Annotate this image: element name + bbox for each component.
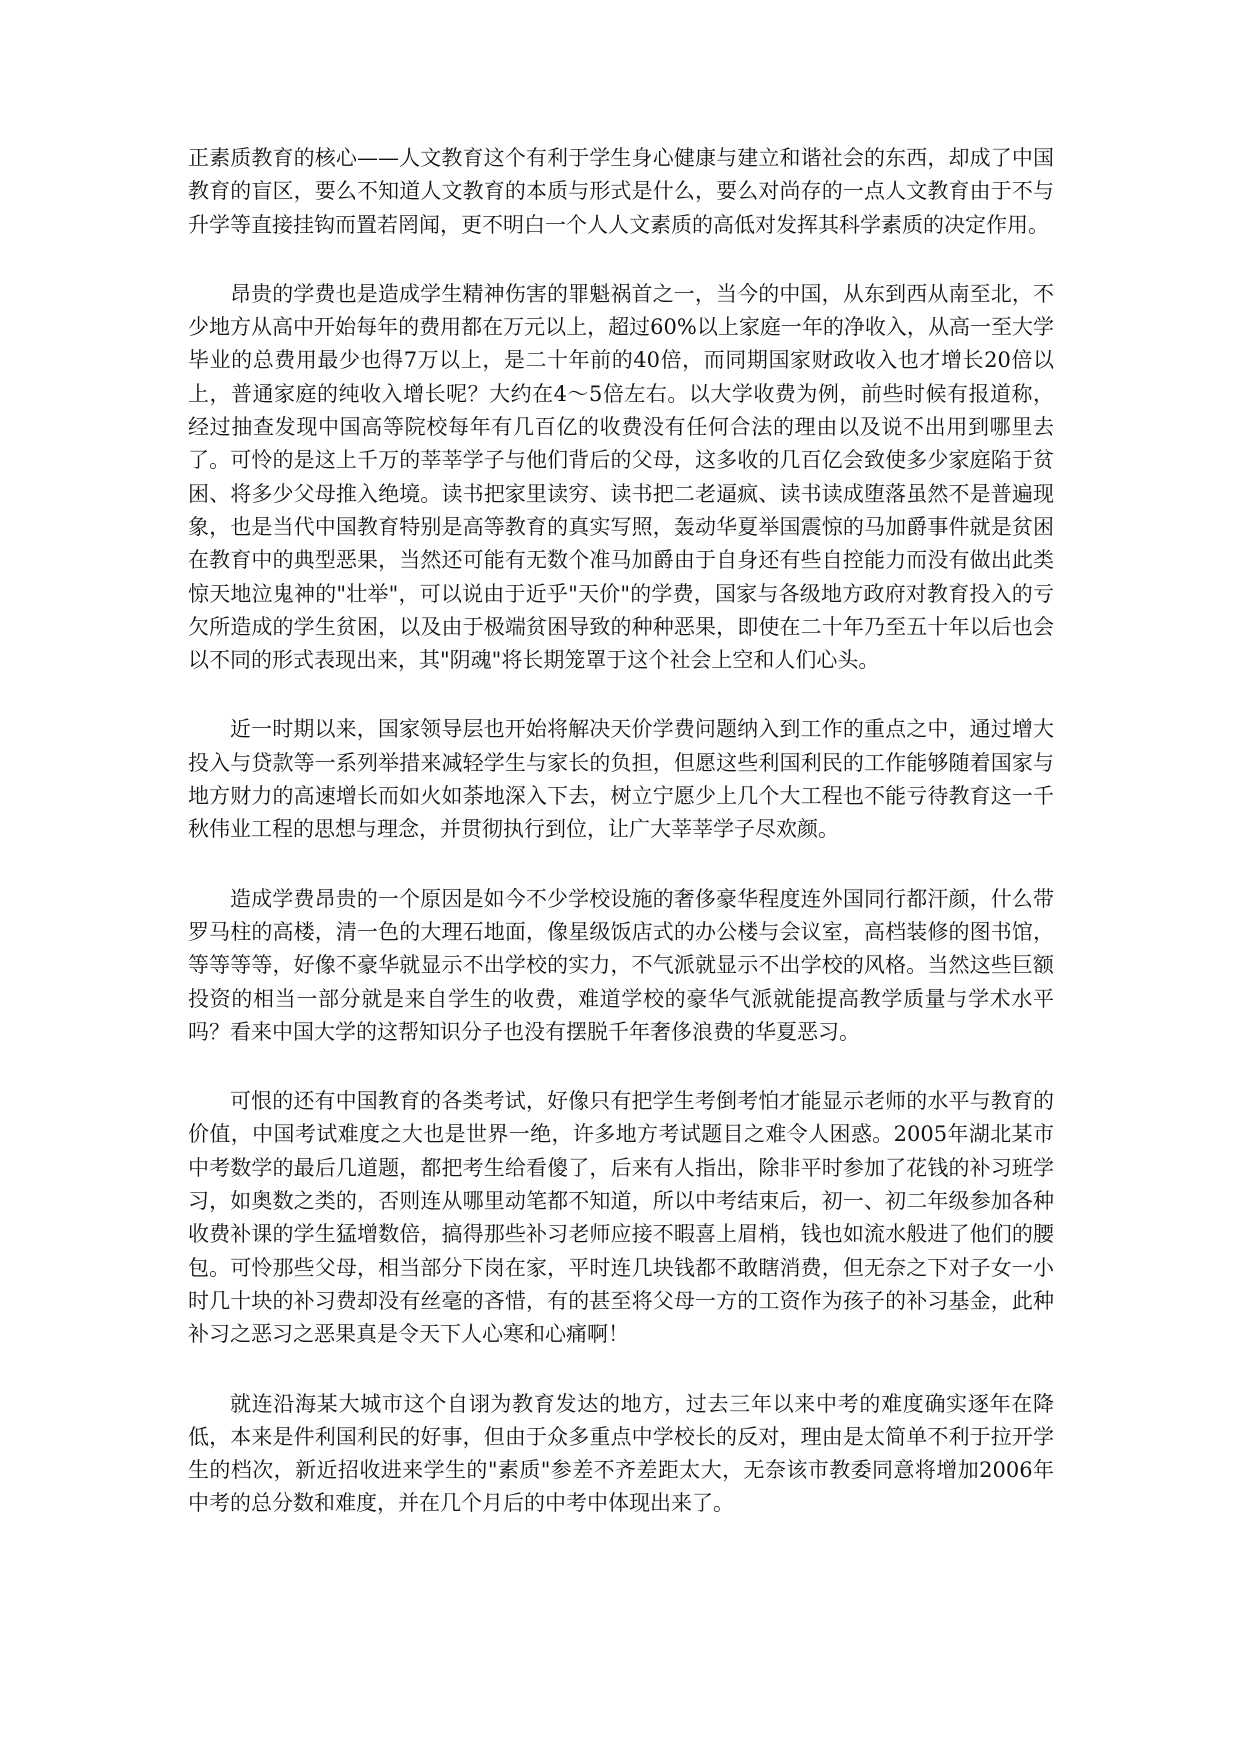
- paragraph-3: 近一时期以来，国家领导层也开始将解决天价学费问题纳入到工作的重点之中，通过增大投入与贷款等一系列举措来减轻学生与家长的负担，但愿这些利国利民的工作能够随着国家与地方财力的高速增长而如火如荼地深入下去，树立宁愿少上几个大工程也不能亏待教育这一千秋伟业工程的思想与理念，并贯彻执行到位，让广大莘莘学子尽欢颜。: [188, 717, 1054, 842]
- document-page: [188, 142, 1054, 1557]
- paragraph-2: 昂贵的学费也是造成学生精神伤害的罪魁祸首之一，当今的中国，从东到西从南至北，不少地方从高中开始每年的费用都在万元以上，超过60%以上家庭一年的净收入，从高一至大学毕业的总费用最少也得7万以上，是二十年前的40倍，而同期国家财政收入也才增长20倍以上，普通家庭的纯收入增长呢？大约在4～5倍左右。以大学收费为例，前些时候有报道称，经过抽查发现中国高等院校每年有几百亿的收费没有任何合法的理由以及说不出用到哪里去了。可怜的是这上千万的莘莘学子与他们背后的父母，这多收的几百亿会致使多少家庭陷于贫困、将多少父母推入绝境。读书把家里读穷、读书把二老逼疯、读书读成堕落虽然不是普遍现象，也是当代中国教育特别是高等教育的真实写照，轰动华夏举国震惊的马加爵事件就是贫困在教育中的典型恶果，当然还可能有无数个准马加爵由于自身还有些自控能力而没有做出此类惊天地泣鬼神的"壮举"，可以说由于近乎"天价"的学费，国家与各级地方政府对教育投入的亏欠所造成的学生贫困，以及由于极端贫困导致的种种恶果，即使在二十年乃至五十年以后也会以不同的形式表现出来，其"阴魂"将长期笼罩于这个社会上空和人们心头。: [188, 281, 1054, 673]
- paragraph-1: 正素质教育的核心——人文教育这个有利于学生身心健康与建立和谐社会的东西，却成了中国教育的盲区，要么不知道人文教育的本质与形式是什么，要么对尚存的一点人文教育由于不与升学等直接挂钩而置若罔闻，更不明白一个人人文素质的高低对发挥其科学素质的决定作用。: [188, 146, 1054, 237]
- paragraph-6: 就连沿海某大城市这个自诩为教育发达的地方，过去三年以来中考的难度确实逐年在降低，本来是件利国利民的好事，但由于众多重点中学校长的反对，理由是太简单不利于拉开学生的档次，新近招收进来学生的"素质"参差不齐差距太大，无奈该市教委同意将增加2006年中考的总分数和难度，并在几个月后的中考中体现出来了。: [188, 1391, 1054, 1516]
- paragraph-4: 造成学费昂贵的一个原因是如今不少学校设施的奢侈豪华程度连外国同行都汗颜，什么带罗马柱的高楼，清一色的大理石地面，像星级饭店式的办公楼与会议室，高档装修的图书馆，等等等等，好像不豪华就显示不出学校的实力，不气派就显示不出学校的风格。当然这些巨额投资的相当一部分就是来自学生的收费，难道学校的豪华气派就能提高教学质量与学术水平吗？看来中国大学的这帮知识分子也没有摆脱千年奢侈浪费的华夏恶习。: [188, 886, 1054, 1044]
- paragraph-5: 可恨的还有中国教育的各类考试，好像只有把学生考倒考怕才能显示老师的水平与教育的价值，中国考试难度之大也是世界一绝，许多地方考试题目之难令人困惑。2005年湖北某市中考数学的最后几道题，都把考生给看傻了，后来有人指出，除非平时参加了花钱的补习班学习，如奥数之类的，否则连从哪里动笔都不知道，所以中考结束后，初一、初二年级参加各种收费补课的学生猛增数倍，搞得那些补习老师应接不暇喜上眉梢，钱也如流水般进了他们的腰包。可怜那些父母，相当部分下岗在家，平时连几块钱都不敢瞎消费，但无奈之下对子女一小时几十块的补习费却没有丝毫的吝惜，有的甚至将父母一方的工资作为孩子的补习基金，此种补习之恶习之恶果真是令天下人心寒和心痛啊！: [188, 1089, 1054, 1347]
